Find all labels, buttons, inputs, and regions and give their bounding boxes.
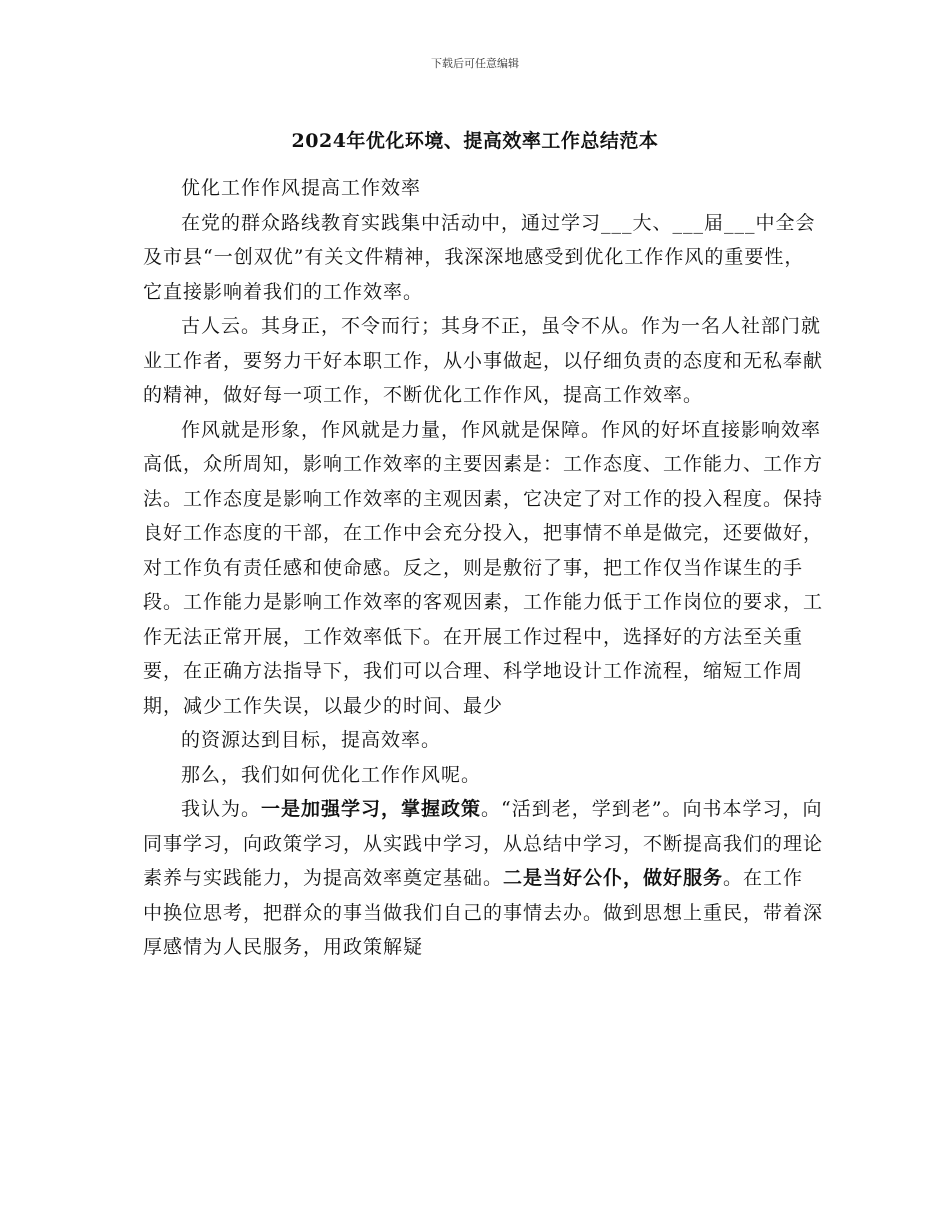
paragraph-subtitle: 优化工作作风提高工作效率 (181, 177, 422, 199)
document-title: 2024年优化环境、提高效率工作总结范本 (291, 130, 659, 152)
measures-text-2: 。“活到老，学到老”。向书本学习，向同事学习，向政策学习，从实践中学习，从总结中学习，不断提高我们的理论素养与实践能力，为提高效率奠定基础。 (143, 798, 824, 889)
measures-bold-1: 一是加强学习，掌握政策 (261, 798, 482, 820)
page-header-note: 下载后可任意编辑 (431, 57, 519, 70)
measures-bold-2: 二是当好公仆，做好服务 (503, 867, 724, 889)
paragraph-continuation: 的资源达到目标，提高效率。 (181, 729, 442, 751)
measures-text-1: 我认为。 (181, 798, 262, 820)
document-body (143, 171, 823, 965)
paragraph-question: 那么，我们如何优化工作作风呢。 (181, 763, 482, 786)
paragraph-quote: 古人云。其身正，不令而行；其身不正，虽令不从。作为一名人社部门就业工作者，要努力干好本职工作，从小事做起，以仔细负责的态度和无私奉献的精神，做好每一项工作，不断优化工作作风，提高工作效率。 (143, 315, 824, 406)
measures-text-3: 。在工作中换位思考，把群众的事当做我们自己的事情去办。做到思想上重民，带着深厚感情为人民服务，用政策解疑 (143, 867, 824, 958)
paragraph-work-style: 作风就是形象，作风就是力量，作风就是保障。作风的好坏直接影响效率高低，众所周知，影响工作效率的主要因素是：工作态度、工作能力、工作方法。工作态度是影响工作效率的主观因素，它决定了对工作的投入程度。保持良好工作态度的干部，在工作中会充分投入，把事情不单是做完，还要做好，对工作负有责任感和使命感。反之，则是敷衍了事，把工作仅当作谋生的手段。工作能力是影响工作效率的客观因素，工作能力低于工作岗位的要求，工作无法正常开展，工作效率低下。在开展工作过程中，选择好的方法至关重要，在正确方法指导下，我们可以合理、科学地设计工作流程，缩短工作周期，减少工作失误，以最少的时间、最少 (143, 418, 824, 717)
paragraph-measures (143, 792, 823, 965)
paragraph-intro: 在党的群众路线教育实践集中活动中，通过学习___大、___届___中全会及市县“一创双优”有关文件精神，我深深地感受到优化工作作风的重要性，它直接影响着我们的工作效率。 (143, 211, 816, 303)
